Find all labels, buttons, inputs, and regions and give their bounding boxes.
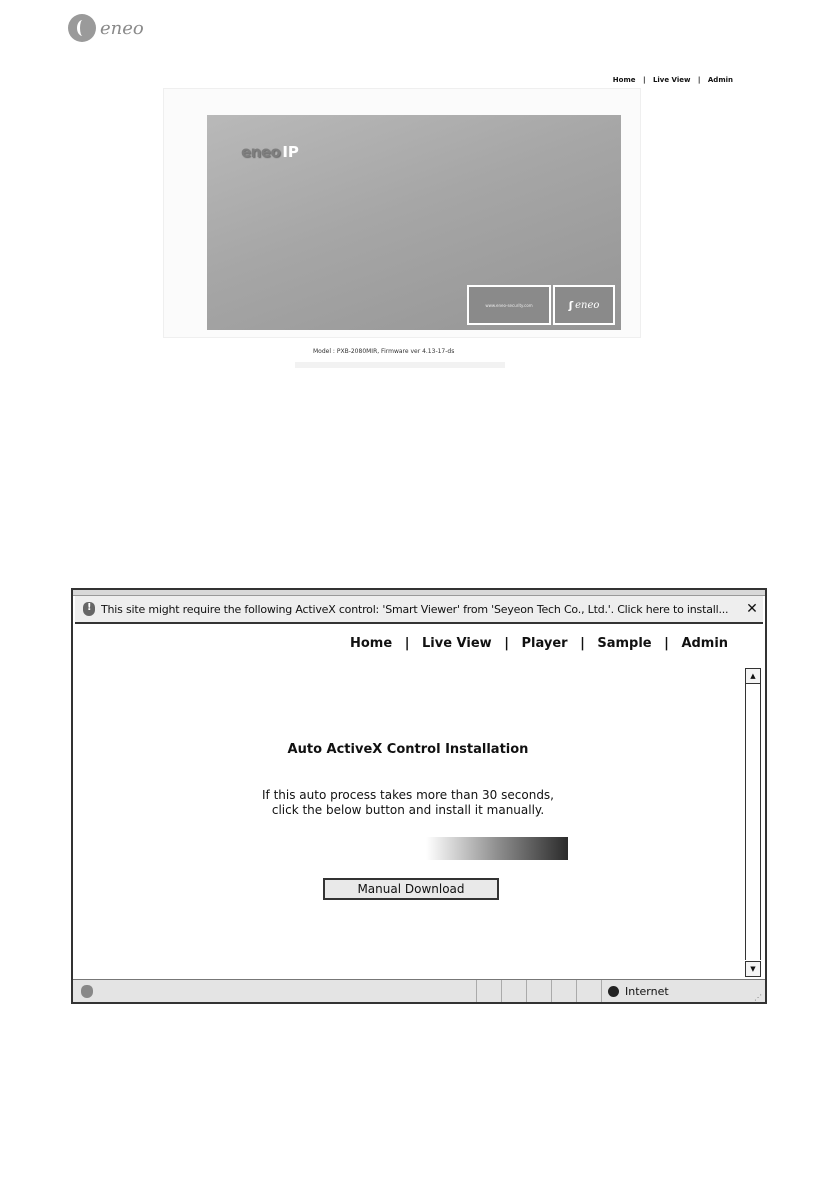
shield-warning-icon [83,602,95,616]
hero-logo-box[interactable] [553,285,615,325]
status-cell [551,980,576,1002]
hero-banner [207,115,621,330]
scroll-down-icon[interactable]: ▼ [745,961,761,977]
nav-sample-link[interactable]: Sample [597,636,652,651]
manual-download-button[interactable]: Manual Download [323,878,499,900]
nav-separator: | [404,636,410,651]
hero-url-text: www.eneo-security.com [485,302,533,308]
hero-title [241,143,299,161]
vertical-scrollbar[interactable] [745,668,761,976]
install-message [73,788,743,818]
status-cell [526,980,551,1002]
security-zone-label: Internet [625,984,669,998]
status-cell [476,980,501,1002]
close-icon[interactable]: ✕ [746,601,758,617]
nav-separator: | [697,76,701,84]
install-title: Auto ActiveX Control Installation [287,742,529,757]
brand-name: eneo [100,17,144,39]
resize-grip-icon[interactable]: ⋰ [754,993,762,1002]
nav-admin-link[interactable]: Admin [707,76,733,84]
nav-admin-link[interactable]: Admin [681,636,729,651]
viewer-nav [350,636,728,651]
hero-url-box[interactable] [467,285,551,325]
nav-separator: | [664,636,669,651]
globe-icon [608,986,619,997]
security-zone[interactable] [601,980,751,1002]
eneo-mark-icon: ʃ [568,298,574,312]
nav-separator: | [642,76,646,84]
scroll-track[interactable] [745,684,761,960]
status-cell [576,980,601,1002]
camera-home-screenshot [155,70,755,390]
nav-live-view-link[interactable]: Live View [422,636,492,651]
security-shield-icon [81,985,93,998]
nav-separator: | [504,636,509,651]
install-message-line2: click the below button and install it manually. [271,803,545,817]
model-firmware-info: Model : PXB-2080MIR, Firmware ver 4.13-17-ds [313,348,455,355]
brand-logo [68,14,144,42]
activex-infobar[interactable] [75,596,763,624]
hero-title-brand: eneo [241,143,281,161]
hero-title-suffix: IP [282,143,299,161]
install-progress-bar [426,837,568,860]
browser-window [71,588,767,1004]
footer-divider [295,362,505,368]
nav-separator: | [580,636,585,651]
camera-home-nav [613,76,733,84]
infobar-message: This site might require the following ActiveX control: 'Smart Viewer' from 'Seyeon Tech Co., Ltd.'. Click here to install... [101,602,729,616]
nav-home-link[interactable]: Home [612,76,636,84]
nav-live-view-link[interactable]: Live View [652,76,691,84]
status-cell [501,980,526,1002]
nav-home-link[interactable]: Home [350,636,393,651]
nav-player-link[interactable]: Player [521,636,568,651]
status-cells [476,980,765,1002]
eneo-logo-icon [68,14,96,42]
status-bar [73,979,765,1002]
hero-logo-text: eneo [575,299,600,311]
install-message-line1: If this auto process takes more than 30 seconds, [262,788,554,802]
scroll-up-icon[interactable]: ▲ [745,668,761,684]
